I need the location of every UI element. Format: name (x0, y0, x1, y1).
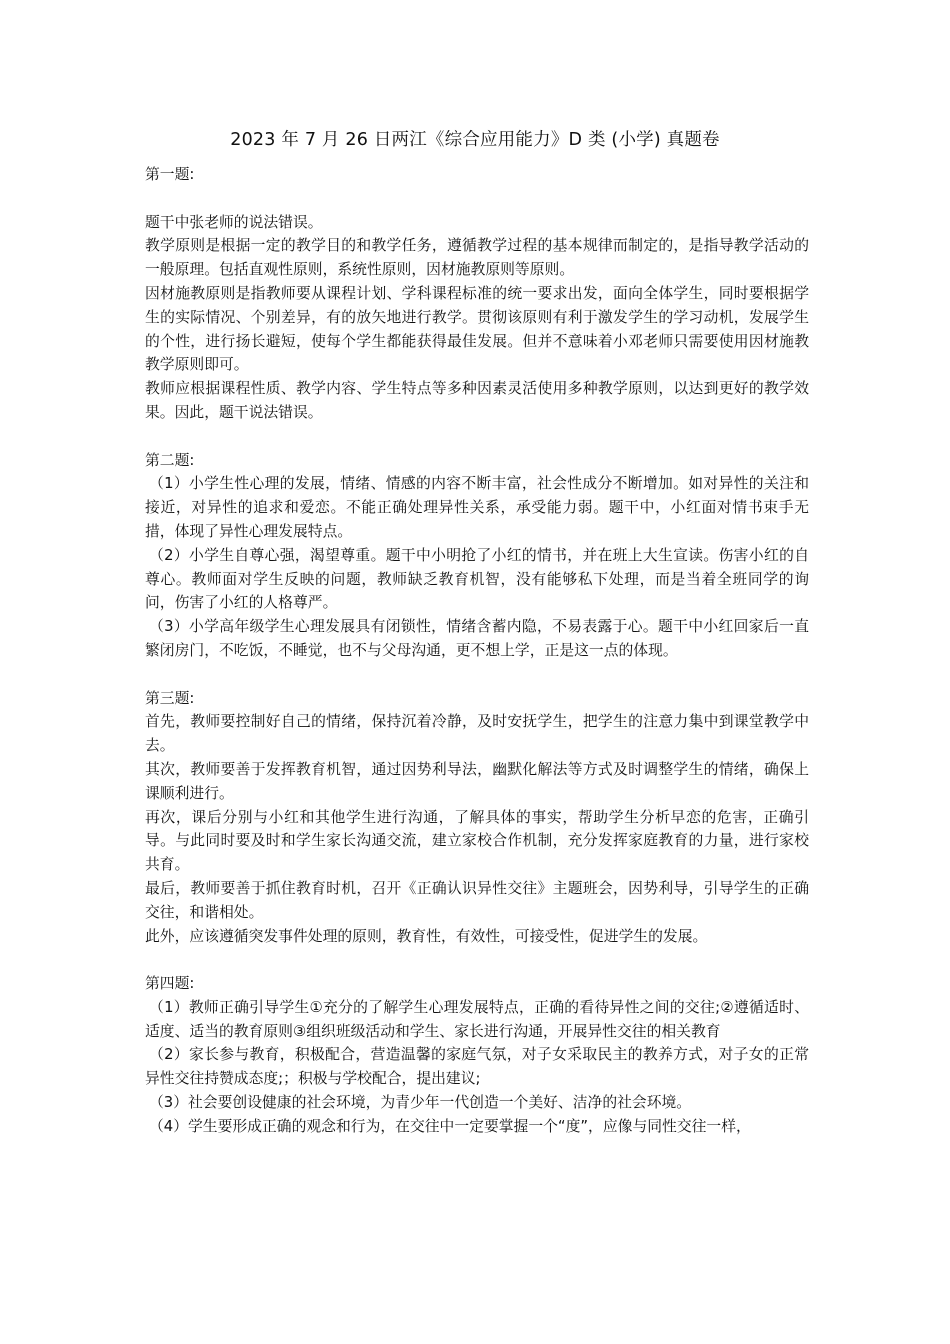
q3-paragraph: 再次，课后分别与小红和其他学生进行沟通，了解具体的事实，帮助学生分析早恋的危害，正确引导。与此同时要及时和学生家长沟通交流，建立家校合作机制，充分发挥家庭教育的力量，进行家校共育。 (145, 808, 809, 874)
q1-heading: 第一题: (145, 166, 195, 183)
q2-heading: 第二题: (145, 451, 195, 469)
document-title: 2023 年 7 月 26 日两江《综合应用能力》D 类 (小学) 真题卷 (230, 130, 720, 150)
q4-item: （3）社会要创设健康的社会环境，为青少年一代创造一个美好、洁净的社会环境。 (149, 1094, 692, 1112)
q4-item: （2）家长参与教育，积极配合，营造温馨的家庭气氛，对子女采取民主的教养方式，对子女的正常异性交往持赞成态度;；积极与学校配合，提出建议; (145, 1046, 809, 1088)
q1-paragraph: 教学原则是根据一定的教学目的和教学任务，遵循教学过程的基本规律而制定的，是指导教学活动的一般原理。包括直观性原则，系统性原则，因材施教原则等原则。 (145, 237, 809, 279)
q2-item: （1）小学生性心理的发展，情绪、情感的内容不断丰富，社会性成分不断增加。如对异性的关注和接近，对异性的追求和爱恋。不能正确处理异性关系，承受能力弱。题干中，小红面对情书束手无措，体现了异性心理发展特点。 (145, 475, 809, 540)
q4-item: （1）教师正确引导学生①充分的了解学生心理发展特点，正确的看待异性之间的交往;②遵循适时、适度、适当的教育原则③组织班级活动和学生、家长进行沟通，开展异性交往的相关教育 (145, 998, 809, 1040)
q1-paragraph: 教师应根据课程性质、教学内容、学生特点等多种因素灵活使用多种教学原则，以达到更好的教学效果。因此，题干说法错误。 (145, 380, 809, 421)
q2-item: （3）小学高年级学生心理发展具有闭锁性，情绪含蓄内隐，不易表露于心。题干中小红回家后一直繁闭房门，不吃饭，不睡觉，也不与父母沟通，更不想上学，正是这一点的体现。 (145, 618, 809, 659)
q4-item: （4）学生要形成正确的观念和行为，在交往中一定要掌握一个“度”，应像与同性交往一样， (149, 1117, 751, 1135)
q3-paragraph: 首先，教师要控制好自己的情绪，保持沉着冷静，及时安抚学生，把学生的注意力集中到课堂教学中去。 (145, 713, 809, 755)
blank-line (145, 663, 809, 687)
q3-paragraph: 其次，教师要善于发挥教育机智，通过因势利导法，幽默化解法等方式及时调整学生的情绪，确保上课顺利进行。 (145, 760, 809, 802)
q3-paragraph: 最后，教师要善于抓住教育时机，召开《正确认识异性交往》主题班会，因势利导，引导学生的正确交往，和谐相处。 (145, 879, 809, 921)
q3-heading: 第三题: (145, 689, 195, 707)
blank-line (145, 425, 809, 449)
q3-paragraph: 此外，应该遵循突发事件处理的原则，教育性，有效性，可接受性，促进学生的发展。 (145, 927, 708, 945)
q4-heading: 第四题: (145, 975, 195, 993)
q1-paragraph: 题干中张老师的说法错误。 (145, 213, 323, 231)
q2-item: （2）小学生自尊心强，渴望尊重。题干中小明抢了小红的情书，并在班上大生宣读。伤害小红的自尊心。教师面对学生反映的问题，教师缺乏教育机智，没有能够私下处理，而是当着全班同学的询问，伤害了小红的人格尊严。 (145, 546, 809, 612)
document-body (145, 163, 809, 1139)
q1-paragraph: 因材施教原则是指教师要从课程计划、学科课程标准的统一要求出发，面向全体学生，同时要根据学生的实际情况、个别差异，有的放矢地进行教学。贯彻该原则有利于激发学生的学习动机，发展学生的个性，进行扬长避短，使每个学生都能获得最佳发展。但并不意味着小邓老师只需要使用因材施教教学原则即可。 (145, 284, 809, 374)
blank-line (145, 948, 809, 972)
blank-line (145, 187, 809, 211)
